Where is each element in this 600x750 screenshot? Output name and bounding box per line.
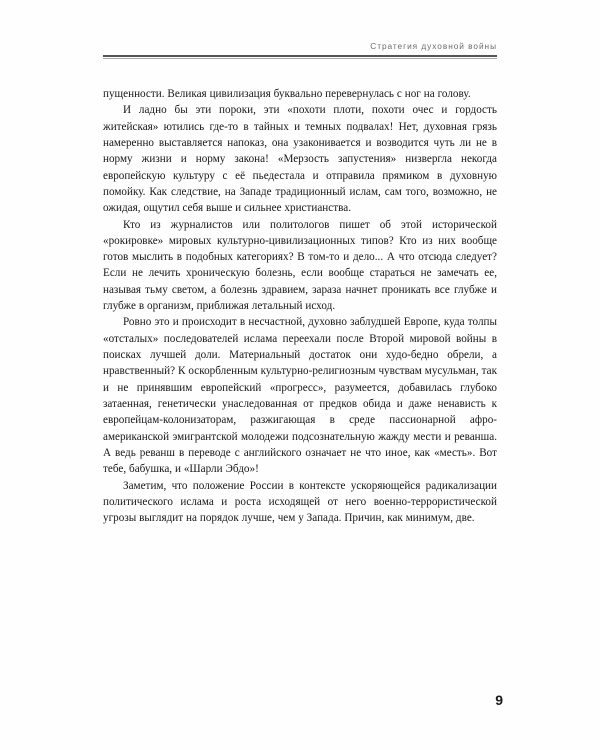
page-number: 9 bbox=[495, 692, 503, 708]
header-rule bbox=[103, 55, 497, 59]
page-body bbox=[103, 86, 497, 526]
paragraph: Кто из журналистов или политологов пишет об этой исторической «рокировке» мировых культурно-цивилизационных типов? Кто из них вообще готов мыслить в подобных категориях? В том-то и дело... А что отсюда следует? Если не лечить хроническую болезнь, если вообще стараться не замечать ее, называя тьму светом, а болезнь здравием, зараза начнет проникать все глубже и глубже в организм, приближая летальный исход. bbox=[103, 218, 497, 313]
paragraph: пущенности. Великая цивилизация буквально перевернулась с ног на голову. bbox=[103, 88, 471, 100]
running-head-title: Стратегия духовной войны bbox=[370, 41, 497, 51]
paragraph: Заметим, что положение России в контексте ускоряющейся радикализации политического ислама и роста исходящей от него военно-террористической угрозы выглядит на порядок лучше, чем у Запада. Причин, как минимум, две. bbox=[103, 479, 497, 525]
page-header bbox=[103, 40, 497, 59]
paragraph: Ровно это и происходит в несчастной, духовно заблудшей Европе, куда толпы «отсталых» последователей ислама переехали после Второй мировой войны в поисках лучшей доли. Материальный достаток они худо-бедно обрели, а нравственный? К оскорбленным культурно-религиозным чувствам мусульман, так и не принявшим европейский «прогресс», разумеется, добавилась глубоко затаенная, генетически унаследованная от предков обида и даже ненависть к европейцам-колонизаторам, разжигающая в среде пассионарной афро-американской эмигрантской молодежи подсознательную жажду мести и реванша. А ведь реванш в переводе с английского означает не что иное, как «месть». Вот тебе, бабушка, и «Шарли Эбдо»! bbox=[103, 316, 497, 476]
header-rule-thin bbox=[103, 58, 497, 59]
paragraph: И ладно бы эти пороки, эти «похоти плоти, похоти очес и гордость житейская» ютились где-то в тайных и темных подвалах! Нет, духовная грязь намеренно выставляется напоказ, она узаконивается и возводится чуть ли не в норму жизни и норму закона! «Мерзость запустения» низвергла некогда европейскую культуру с её пьедестала и отправила прямиком в духовную помойку. Как следствие, на Западе традиционный ислам, сам того, возможно, не ожидая, ощутил себя выше и сильнее христианства. bbox=[103, 104, 497, 215]
